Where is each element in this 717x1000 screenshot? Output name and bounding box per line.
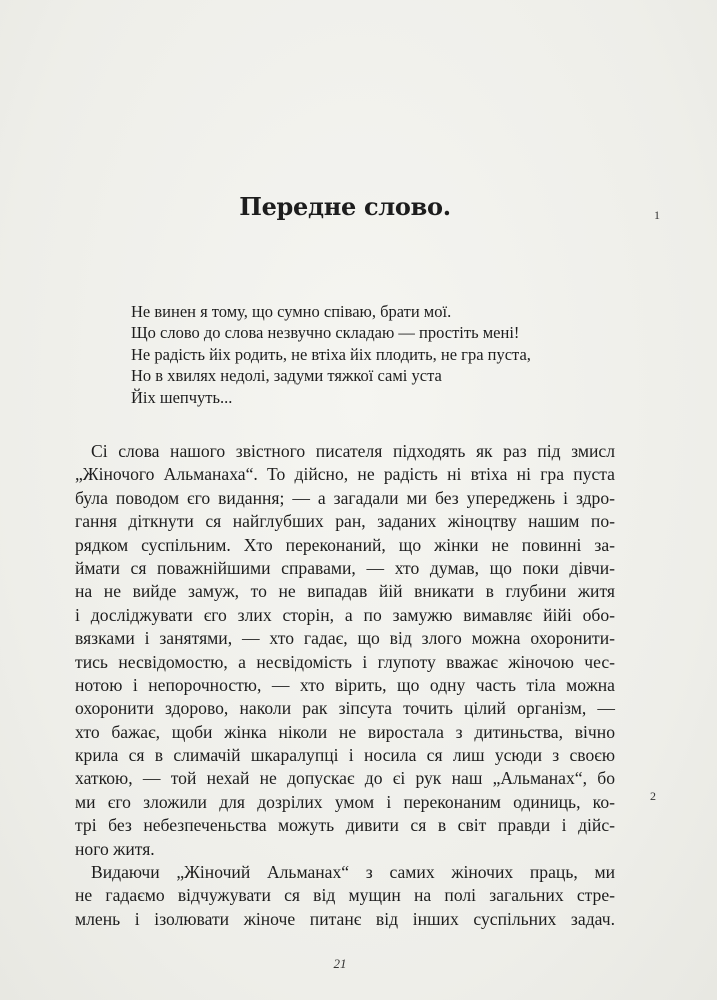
- text-line: хто бажає, щоби жінка ніколи не виростала з дитиньства, вічно: [75, 721, 615, 742]
- text-line: нотою і непорочностю, — хто вірить, що одну часть тіла можна: [75, 674, 615, 695]
- body-text: [75, 440, 615, 931]
- page-title: Передне слово.: [239, 192, 451, 221]
- text-line: млень і ізолювати жіноче питанє від інших суспільних задач.: [75, 908, 615, 929]
- text-line: і досліджувати єго злих сторін, а по замужю вимавляє йійі обо-: [75, 604, 615, 625]
- text-line: Сі слова нашого звістного писателя підходять як раз під змисл: [91, 441, 615, 461]
- text-line: вязками і занятями, — хто гадає, що від злого можна охоронити-: [75, 628, 615, 649]
- text-line: охоронити здорово, наколи рак зіпсута точить цілий організм, —: [75, 698, 615, 719]
- text-line: ми єго зложили для дозрілих умом і переконаним одиниць, ко-: [75, 791, 615, 812]
- text-line: трі без небезпеченьства можуть дивити ся в світ правди і дійс-: [75, 815, 615, 836]
- epigraph-line: Йіх шепчуть...: [131, 387, 233, 407]
- text-line: „Жіночого Альманаха“. То дійсно, не радість ні втіха ні гра пуста: [75, 464, 615, 485]
- epigraph: [131, 301, 631, 408]
- text-line: хаткою, — той нехай не допускає до єі рук наш „Альманах“, бо: [75, 768, 615, 789]
- text-line: Видаючи „Жіночий Альманах“ з самих жіночих праць, ми: [91, 862, 615, 883]
- text-line: ного житя.: [75, 838, 155, 859]
- text-line: рядком суспільним. Хто переконаний, що жінки не повинні за-: [75, 534, 615, 555]
- text-line: на не вийде замуж, то не випадав йій вникати в глубини житя: [75, 581, 615, 602]
- text-line: була поводом єго видання; — а загадали ми без упереджень і здро-: [75, 487, 615, 508]
- text-line: тись несвідомостю, а несвідомість і глупоту вважає жіночою чес-: [75, 651, 615, 672]
- margin-note: 1: [654, 208, 660, 222]
- epigraph-line: Не радість йіх родить, не втіха йіх плодить, не гра пуста,: [131, 344, 531, 364]
- text-line: не гадаємо відчужувати ся від мущин на полі загальних стре-: [75, 885, 615, 906]
- epigraph-line: Що слово до слова незвучно складаю — простіть мені!: [131, 323, 520, 343]
- margin-note: 2: [650, 789, 656, 803]
- epigraph-line: Но в хвилях недолі, задуми тяжкої самі уста: [131, 366, 442, 386]
- text-line: ймати ся поважнійшими справами, — хто думав, що поки дівчи-: [75, 557, 615, 578]
- page-number: 21: [333, 956, 347, 971]
- text-line: гання діткнути ся найглубших ран, заданих жіноцтву нашим по-: [75, 511, 615, 532]
- epigraph-line: Не винен я тому, що сумно співаю, брати мої.: [131, 302, 452, 321]
- text-line: крила ся в слимачій шкаралупці і носила ся лиш усюди з своєю: [75, 745, 615, 766]
